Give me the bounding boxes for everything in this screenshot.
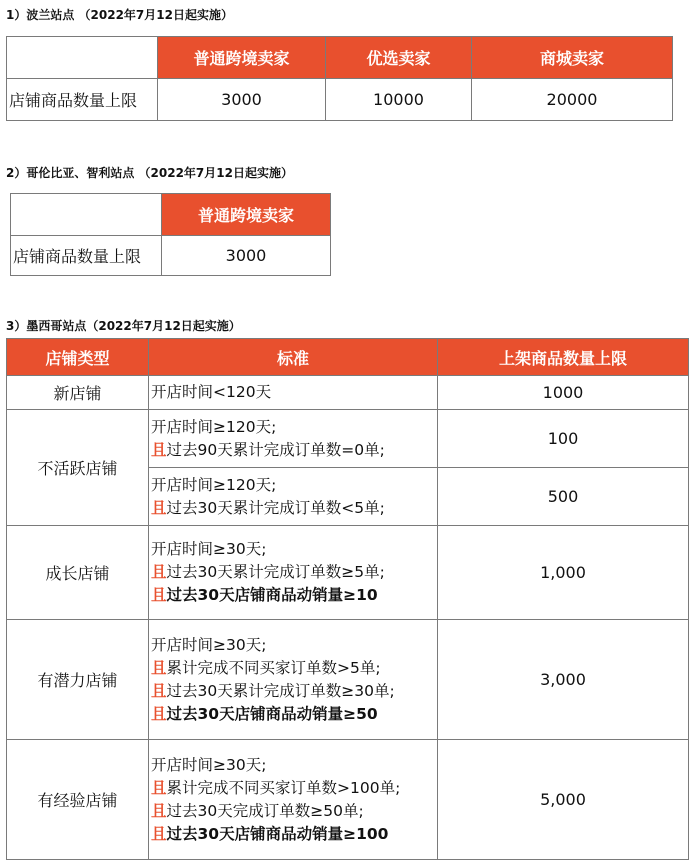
table-row bbox=[7, 620, 689, 740]
limit-growth: 1,000 bbox=[438, 526, 689, 620]
criterion-line: 过去30天店铺商品动销量≥10 bbox=[166, 586, 378, 604]
criteria-new bbox=[149, 376, 438, 410]
and-marker: 且 bbox=[151, 498, 167, 517]
mexico-table bbox=[6, 338, 689, 860]
and-marker: 且 bbox=[151, 824, 167, 843]
criterion-line: 开店时间≥120天; bbox=[151, 417, 277, 436]
section-title-mexico: 3）墨西哥站点（2022年7月12日起实施） bbox=[6, 319, 241, 333]
criteria-experienced bbox=[149, 740, 438, 860]
header-preferred-seller: 优选卖家 bbox=[326, 37, 472, 79]
limit-experienced: 5,000 bbox=[438, 740, 689, 860]
and-marker: 且 bbox=[151, 563, 167, 581]
value-preferred-seller: 10000 bbox=[326, 79, 472, 121]
and-marker: 且 bbox=[151, 681, 167, 700]
store-type-inactive: 不活跃店铺 bbox=[7, 410, 149, 526]
and-marker: 且 bbox=[151, 440, 167, 459]
header-regular-seller: 普通跨境卖家 bbox=[162, 194, 331, 236]
criteria-inactive-a bbox=[149, 410, 438, 468]
table-row bbox=[7, 526, 689, 620]
criterion-line: 过去30天累计完成订单数<5单; bbox=[166, 498, 385, 517]
header-blank bbox=[11, 194, 162, 236]
and-marker: 且 bbox=[151, 586, 167, 604]
store-type-potential: 有潜力店铺 bbox=[7, 620, 149, 740]
row-label-listing-limit: 店铺商品数量上限 bbox=[7, 79, 158, 121]
criteria-inactive-b bbox=[149, 468, 438, 526]
and-marker: 且 bbox=[151, 801, 167, 820]
criterion-line: 开店时间≥120天; bbox=[151, 475, 277, 494]
section-title-poland: 1）波兰站点 （2022年7月12日起实施） bbox=[6, 8, 233, 22]
header-store-type: 店铺类型 bbox=[7, 339, 149, 376]
section-title-colombia-chile: 2）哥伦比亚、智利站点 （2022年7月12日起实施） bbox=[6, 166, 293, 180]
criterion-line: 过去90天累计完成订单数=0单; bbox=[166, 440, 385, 459]
row-label-listing-limit: 店铺商品数量上限 bbox=[11, 236, 162, 276]
criterion-line: 累计完成不同买家订单数>100单; bbox=[166, 778, 401, 797]
and-marker: 且 bbox=[151, 658, 167, 677]
and-marker: 且 bbox=[151, 778, 167, 797]
value-regular-seller: 3000 bbox=[162, 236, 331, 276]
criterion-line: 过去30天店铺商品动销量≥100 bbox=[166, 824, 389, 843]
header-mall-seller: 商城卖家 bbox=[472, 37, 673, 79]
criterion-line: 开店时间≥30天; bbox=[151, 635, 267, 654]
header-blank bbox=[7, 37, 158, 79]
value-mall-seller: 20000 bbox=[472, 79, 673, 121]
and-marker: 且 bbox=[151, 704, 167, 723]
limit-inactive-b: 500 bbox=[438, 468, 689, 526]
value-regular-seller: 3000 bbox=[158, 79, 326, 121]
store-type-growth: 成长店铺 bbox=[7, 526, 149, 620]
table-row bbox=[7, 376, 689, 410]
colombia-chile-table bbox=[10, 193, 331, 276]
criterion-line: 过去30天完成订单数≥50单; bbox=[166, 801, 364, 820]
criteria-potential bbox=[149, 620, 438, 740]
criterion-line: 过去30天累计完成订单数≥5单; bbox=[166, 563, 385, 581]
header-criteria: 标准 bbox=[149, 339, 438, 376]
limit-inactive-a: 100 bbox=[438, 410, 689, 468]
criterion-line: 开店时间<120天 bbox=[151, 383, 272, 401]
header-listing-limit: 上架商品数量上限 bbox=[438, 339, 689, 376]
poland-table bbox=[6, 36, 673, 121]
limit-potential: 3,000 bbox=[438, 620, 689, 740]
criterion-line: 开店时间≥30天; bbox=[151, 540, 267, 558]
header-regular-seller: 普通跨境卖家 bbox=[158, 37, 326, 79]
table-row bbox=[7, 410, 689, 468]
criterion-line: 过去30天累计完成订单数≥30单; bbox=[166, 681, 395, 700]
store-type-new: 新店铺 bbox=[7, 376, 149, 410]
store-type-experienced: 有经验店铺 bbox=[7, 740, 149, 860]
criteria-growth bbox=[149, 526, 438, 620]
criterion-line: 过去30天店铺商品动销量≥50 bbox=[166, 704, 378, 723]
criterion-line: 累计完成不同买家订单数>5单; bbox=[166, 658, 381, 677]
criterion-line: 开店时间≥30天; bbox=[151, 755, 267, 774]
table-row bbox=[7, 740, 689, 860]
limit-new: 1000 bbox=[438, 376, 689, 410]
